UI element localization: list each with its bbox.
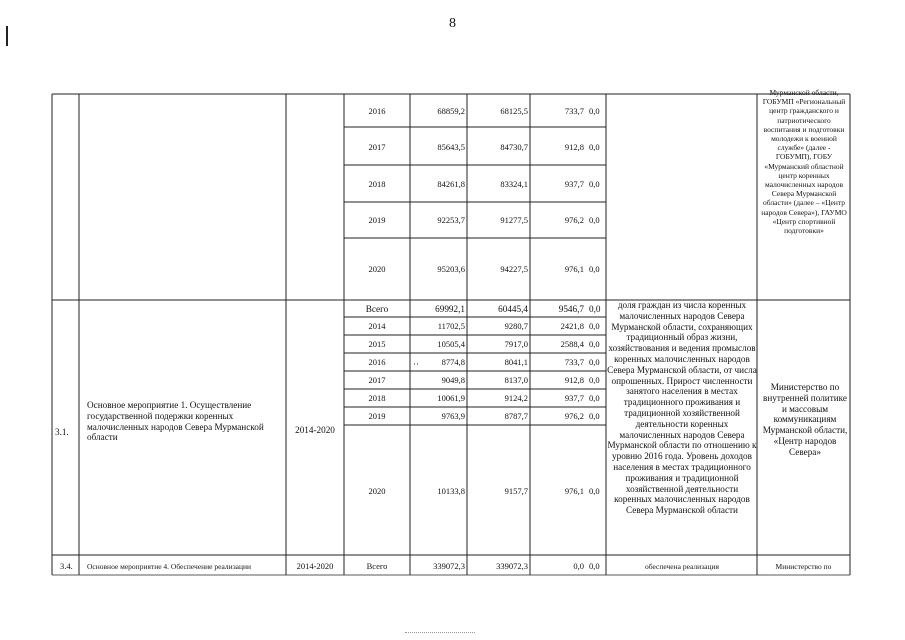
scan-footer-mark — [405, 632, 475, 635]
other-cell: 0,0 — [589, 375, 600, 385]
total-cell: 69992,1 — [435, 304, 465, 314]
regional-cell: 7917,0 — [504, 339, 528, 349]
year-cell: 2014 — [368, 321, 386, 331]
year-cell: 2020 — [368, 264, 386, 274]
year-cell: Всего — [366, 561, 388, 571]
year-cell: 2017 — [368, 142, 386, 152]
other-cell: 0,0 — [589, 339, 600, 349]
total-cell: 11702,5 — [437, 321, 465, 331]
year-cell: 2018 — [368, 179, 386, 189]
activity-name: Основное мероприятие 1. Осуществление государственной подержки коренных малочисленных народов Севера Мурманской области — [87, 400, 264, 443]
row-number: 3.4. — [60, 561, 73, 571]
federal-cell: 912,8 — [564, 142, 584, 152]
other-cell: 0,0 — [589, 179, 600, 189]
regional-cell: 8137,0 — [504, 375, 528, 385]
other-cell: 0,0 — [589, 321, 600, 331]
other-cell: 0,0 — [589, 486, 600, 496]
year-cell: 2018 — [368, 393, 386, 403]
federal-cell: 733,7 — [564, 106, 584, 116]
other-cell: 0,0 — [589, 411, 600, 421]
total-cell: 92253,7 — [437, 215, 465, 225]
year-cell: 2020 — [368, 486, 386, 496]
year-cell: 2017 — [368, 375, 386, 385]
page-number: 8 — [449, 16, 456, 31]
total-cell: 10133,8 — [437, 486, 465, 496]
total-cell: 85643,5 — [437, 142, 465, 152]
total-cell: 10061,9 — [437, 393, 465, 403]
row-number: 3.1. — [55, 427, 69, 437]
total-cell: 9763,9 — [441, 411, 465, 421]
regional-cell: 84730,7 — [500, 142, 528, 152]
total-cell: 84261,8 — [437, 179, 465, 189]
executor-cell: Мурманской области, ГОБУМП «Региональный центр гражданского и патриотического воспитания и подготовки молодежи к военной службе» (далее - ГОБУМП), ГОБУ «Мурманский областной центр коренных малочисленных народов Севера Мурманской области» (далее – «Центр народов Севера»), ГАУМО «Центр спортивной подготовки» — [761, 88, 847, 236]
regional-cell: 9124,2 — [504, 393, 528, 403]
federal-cell: 912,8 — [564, 375, 584, 385]
other-cell: 0,0 — [589, 357, 600, 367]
regional-cell: 68125,5 — [500, 106, 528, 116]
regional-cell: 8787,7 — [504, 411, 528, 421]
executor-cell: Министерство по внутренней политике и массовым коммуникациям Мурманской области, «Центр народов Севера» — [762, 382, 848, 457]
activity-name: Основное мероприятие 4. Обеспечение реализации — [87, 562, 252, 571]
year-cell: 2019 — [368, 411, 386, 421]
year-cell: 2016 — [368, 357, 386, 367]
indicator-cell: доля граждан из числа коренных малочисленных народов Севера Мурманской области, сохраняющих традиционный образ жизни, хозяйствования и ведения промыслов коренных малочисленных народов Севера Мурманской области, от числа опрошенных. Прирост численности занятого населения в местах традиционного проживания и традиционной хозяйственной деятельности коренных малочисленных народов Севера Мурманской области по отношению к уровню 2016 года. Уровень доходов населения в местах традиционного проживания и традиционной хозяйственной деятельности коренных малочисленных народов Севера Мурманской области — [607, 300, 757, 516]
federal-cell: 2421,8 — [560, 321, 584, 331]
federal-cell: 976,1 — [564, 486, 584, 496]
regional-cell: 91277,5 — [500, 215, 528, 225]
total-cell: 95203,6 — [437, 264, 465, 274]
regional-cell: 83324,1 — [500, 179, 528, 189]
other-cell: 0,0 — [589, 304, 601, 314]
total-cell: 8774,8 — [441, 357, 465, 367]
federal-cell: 733,7 — [564, 357, 584, 367]
other-cell: 0,0 — [589, 393, 600, 403]
other-cell: 0,0 — [589, 264, 600, 274]
federal-cell: 976,2 — [564, 215, 584, 225]
year-cell: 2016 — [368, 106, 386, 116]
federal-cell: 937,7 — [564, 393, 584, 403]
federal-cell: 2588,4 — [560, 339, 584, 349]
regional-cell: 60445,4 — [498, 304, 528, 314]
total-cell: 339072,3 — [433, 561, 465, 571]
regional-cell: 94227,5 — [500, 264, 528, 274]
scan-speck: ·· — [413, 359, 419, 369]
federal-cell: 937,7 — [564, 179, 584, 189]
federal-cell: 976,1 — [564, 264, 584, 274]
regional-cell: 339072,3 — [496, 561, 528, 571]
year-cell: 2019 — [368, 215, 386, 225]
total-cell: 10505,4 — [437, 339, 465, 349]
federal-cell: 0,0 — [573, 561, 584, 571]
indicator-cell: обеспечена реализация — [645, 562, 719, 571]
year-cell: 2015 — [368, 339, 386, 349]
other-cell: 0,0 — [589, 142, 600, 152]
federal-cell: 9546,7 — [558, 304, 584, 314]
total-cell: 68859,2 — [437, 106, 465, 116]
other-cell: 0,0 — [589, 106, 600, 116]
federal-cell: 976,2 — [564, 411, 584, 421]
period-cell: 2014-2020 — [296, 561, 334, 571]
period-cell: 2014-2020 — [295, 425, 335, 435]
other-cell: 0,0 — [589, 215, 600, 225]
regional-cell: 8041,1 — [504, 357, 528, 367]
year-cell: Всего — [365, 304, 389, 314]
regional-cell: 9280,7 — [504, 321, 528, 331]
total-cell: 9049,8 — [441, 375, 465, 385]
regional-cell: 9157,7 — [504, 486, 528, 496]
executor-cell: Министерство по — [775, 562, 832, 571]
other-cell: 0,0 — [589, 561, 600, 571]
